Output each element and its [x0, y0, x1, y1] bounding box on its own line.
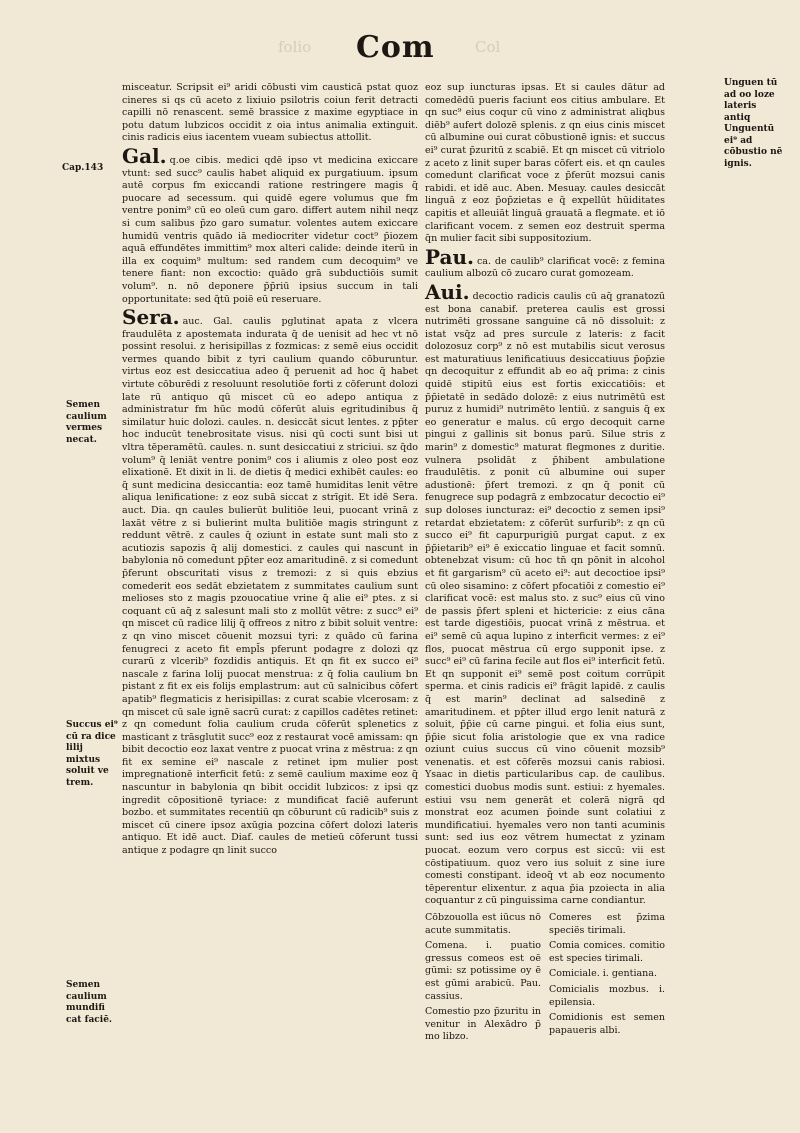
left-paragraph	[122, 143, 418, 306]
initial-pau: Pau.	[425, 244, 474, 269]
right-paragraph-text: ca. de caulib⁹ clarificat vocē: z femina caulium albozū cō zucaro curat gomozeam.	[425, 255, 665, 280]
running-head	[0, 30, 800, 70]
glossary-entry: Comestio pzo p̄zuritu in venitur in Alexādro p̄ mo libzo.	[425, 1006, 541, 1043]
initial-aui: Aui.	[425, 279, 470, 304]
right-paragraph: eoz sup iuncturas ipsas. Et si caules dātur ad comedēdū pueris faciunt eos citius ambulare. Et qn suc⁹ eius coqur cū vino z administrat aliqbus diēb⁹ aufert dolozē splenis. z qn eius cinis miscet cū albumine oui curat cōbustionē ignis: et succus ei⁹ curat p̄zuritū z scabiē. Et qn miscet cū vitriolo z aceto z linit super baras cōfert eis. et qn caules comedunt clarificat voce z p̄ferūt mozsui canis rabidi. et idē auc. Aben. Mesuay. caules desiccāt linguā z eoz p̄op̄zietas e q̄ expellūt hūiditates capitis et alleuiāt linguā grauatā a flegmate. et iō clarificant vocem. z semen eoz destruit sperma q̄n mulier facit sibi suppositozium.	[425, 82, 665, 245]
margin-note-succus: Succus ei⁹ cū ra dice lilij mixtus soluit ve trem.	[66, 720, 118, 788]
margin-note-semen-mundificat: Semen caulium mundifi cat faciē.	[66, 980, 113, 1025]
margin-note-unguen: Unguen tū ad oo loze lateris antiq Unguentū ei⁹ ad cōbustio nē ignis.	[724, 78, 783, 169]
glossary-entry: Comia comices. comitio est species tirimali.	[549, 940, 665, 964]
left-paragraph-text: q.oe cibis. medici qdē ipso vt medicina exiccare vtunt: sed succ⁹ caulis habet aliquid ex purgatiuum. ipsum autē corpus fm exiccandi ratione restringere magis q̄ puocare ad secessum. qui quidē egere volumus que fm ventre ponim⁹ cū eo oleū cum garo. differt autem nihil neqz si cum salibus p̄zo garo sumatur. volentes autem exiccare humidū ventris quādo iā mediocriter videtur coct⁹ p̄iozem aquā effundētes immittim⁹ mox alteri calide: deinde iterū in illa ex coquim⁹ multum: sed randem cum decoquim⁹ ve tenere fiant: non excoctio: quādo grā subductiōis sumit volum⁹. n. nō deponere p̄p̄riū ipsius succum in tali opportunitate: sed q̄tū poiē eū reseruare.	[122, 154, 418, 305]
glossary-entry: Comiciale. i. gentiana.	[549, 968, 657, 980]
left-column	[122, 82, 418, 862]
page-header-title: Com	[356, 30, 435, 65]
ghost-bleed-right: Col	[475, 38, 501, 56]
left-paragraph: misceatur. Scripsit ei⁹ aridi cōbusti vim causticā pstat quoz cineres si qs cū aceto z lixiuio psilotris coiun ferit detracti capilli nō renascent. semē brassice z maxime egyptiace in potu datum lubzicos occidit z oia intus animalia extinguit. cinis radicis eius iacentem vueam subiectus attollit.	[122, 82, 418, 144]
glossary-entry: Comicialis mozbus. i. epilensia.	[549, 983, 665, 1008]
right-paragraph	[425, 279, 665, 908]
left-paragraph	[122, 305, 418, 858]
glossary-entry: Comeres est p̄zima speciës tirimali.	[549, 912, 665, 936]
initial-sera: Sera.	[122, 305, 180, 330]
right-paragraph	[425, 244, 665, 281]
right-column	[425, 82, 665, 1047]
glossary-entry: Comidionis est semen papaueris albi.	[549, 1012, 665, 1036]
margin-note-cap: Cap.143	[62, 163, 104, 173]
ghost-bleed-left: folio	[278, 38, 312, 56]
glossary-entry: Cōbzouolla est iūcus nō acute summitatis.	[425, 912, 541, 936]
initial-gal: Gal.	[122, 143, 167, 168]
right-paragraph-text: decoctio radicis caulis cū aq̄ granatozū est bona canabif. preterea caulis est grossi nutrimēti grossane sanguine cā nō dissoluit: z istat vsq̄z ad pres surcule z lateris: z facit dolozosuz corp⁹ z nō est mutabilis sicut verosus est maturatiuus lenificatiuus desiccatiuus p̄op̄zie qn decoquitur z effundit ab eo aq̄ prima: z cinis quidē stipitū eius est fortis exiccatiōis: et p̄p̄ietatē in sedādo dolozē: z eius nutrimētū est puruz z humidi⁹ nutrimēto lentiū. z sanguis q̄ ex eo generatur e malus. cū ergo decoquit carne pingui z gallinis sit bonus parū. Silue stris z marin⁹ z domestic⁹ maturat flegmones z duritie. vulnera psolidāt z p̄hibent ambulatione fraudulētis. z ponit cū albumine oui super adustionē: p̄fert tremozi. z qn q̄ ponit cū fenugrece sup podagrā z embzocatur decoctio ei⁹ sup doloses iuncturaz: ei⁹ decoctio z semen ipsi⁹ retardat ebzietatem: z cōferūt surfurib⁹: z qn cū succo ei⁹ fit capurpurigiū purgat caput. z ex p̄p̄ietarib⁹ ei⁹ ē exiccatio linguae et facit somnū. obtenebzat visum: cū hoc tn̄ qn pōnit in alcohol et fit gargarism⁹ cū aceto ei⁹: aut decoctioe ipsi⁹ cū oleo sisamino: z cōfert pfocatiōi z comestio ei⁹ clarificat vocē: est malus sto. z suc⁹ eius cū vino de passis p̄fert spleni et hictericie: z eius cāna est tarde digestiōis, puocat vrinā z mēstrua. et ei⁹ semē cū aqua lupino z interficit vermes: z ei⁹ flos, puocat mēstrua cū ergo supponit ipse. z succ⁹ ei⁹ cū farina fecile aut flos ei⁹ interficit fetū. Et qn supponit ei⁹ semē post coitum corrūpit sperma. et cinis radicis ei⁹ frāgit lapidē. z caulis q̄ est marin⁹ declinat ad salsedinē z amaritudinem. et pp̄ter illud ergo lenit naturā z soluit, p̄p̄ie cū carne pingui. et folia eius sunt, p̄p̄ie sicut folia aristologie que ex vna radice oziunt cuius succus cū vino cōuenit mozsib⁹ venenatis. et est cōferēs mozsui canis rabiosi. Ysaac in dietis particularibus cap. de caulibus. comestici duobus modis sunt. estiui: z hyemales. estiui vsu nem generāt et colerā nigrā qd monstrat eoz acumen p̄oinde sunt colatiui z mundificatiui. hyemales vero non tanti acuminis sunt: sed ius eoz vētrem humectat z yzinam puocat. eozum vero corpus est siccū: vii est cōstipatiuum. quoz vero ius soluit z sine iure comesti constipant. ideoq̄ vt ab eoz nocumento tēperentur elixentur. z aqua p̄ia pzoiecta in alia coquantur z cū pinguissima carne condiantur.	[425, 290, 665, 907]
glossary-right	[549, 912, 665, 1047]
glossary-left	[425, 912, 541, 1047]
glossary-index	[425, 912, 665, 1047]
left-paragraph-text: auc. Gal. caulis pglutinat apata z vlcera fraudulēta z apostemata indurata q̄ de uenisit ad hec vt nō possint resolui. z herisipillas z fozmicas: z semē eius occidit vermes quando bibit z tyri caulium quando cōburuntur. virtus eoz est desiccatiua adeo q̄ peruenit ad hoc q̄ habet virtute cōburēdi z resoluunt resolutiōe forti z cōferunt dolozi late rū antiquo qū miscet cū eo adepo antiqua z administratur fm hūc modū cōferūt aluis egritudinibus q̄ similatur huic dolozi. caules. n. desiccāt sicut lentes. z pp̄ter hoc inducūt tenebrositate visus. nisi qū cocti sunt bisi ut vltra tēperamētū. caules. n. sunt desiccatiui z striciui. sz q̄do volum⁹ q̄ leniāt ventre ponim⁹ cos i aliumis z oleo post eoz elixationē. Et dixit in li. de dietis q̄ medici exhibēt caules: eo q̄ sunt medicina desiccantia: eoz tamē humiditas lenit vētre aliqua lenificatione: z eoz subā siccat z strīgit. Et idē Sera. auct. Dia. qn caules bulierūt bulitiōe leui, puocant vrinā z laxāt vētre z si bulierint multa bulitiōe magis stringunt z reddunt vētrē. z caules q̄ oziunt in estate sunt mali sto z acutiozis sapozis q̄ alij domestici. z caules qui nascunt in babylonia nō comedunt pp̄ter eoz amaritudinē. z si comedunt p̄ferunt obscuritati visus z tremozi: z si quis ebzius comederit eos sedāt ebzietatem z summitates caulium sunt melioses sto z magis pzouocatiue vrine q̄ alie ei⁹ ptes. z si coquant cū aq̄ z salesunt mali sto z mollūt vētre: z succ⁹ ei⁹ qn miscet cū radice lilij q̄ offreos z nitro z bibit soluit ventre: z qn vino miscet cōuenit mozsui tyri: z quādo cū farina fenugreci z aceto fit empl̄s pferunt podagre z dolozi qz curarū z vlcerib⁹ fozdidis antiquis. Et qn fit ex succo ei⁹ nascale z farina lolij puocat menstrua: z q̄ folia caulium bn pistant z fit ex eis folijs emplastrum: aut cū salnicibus cōfert apatib⁹ flegmaticis z herisipillas: z curat scabie vlcerosam: z qn miscet cū sale ignē sacrū curat: z capillos cadētes retinet: z qn comedunt folia caulium cruda cōferūt splenetics z masticant z trāsglutit succ⁹ eoz z restaurat vocē amissam: qn bibit decoctio eoz laxat ventre z puocat vrina z mēstrua: z qn fit ex semine ei⁹ nascale z retinet ipm mulier post impregnationē interficit fetū: z semē caulium maxime eoz q̄ nascuntur in babylonia qn bibit occidit lubzicos: z ipsi qz ingredit cōpositionē tyriace: z mundificat faciē auferunt bozbo. et summitates recentiū qn cōburunt cū radicib⁹ suis z miscet cū cinere ipsoz axūgia pozcina cōfert dolozi lateris antiquo. Et idē auct. Diaf. caules de metieū cōferunt tussi antique z podagre qn linit succo	[122, 316, 418, 857]
glossary-entry: Comena. i. puatio gressus comeos est oē gūmi: sz potissime oy ē est gūmi arabicū. Pau. cassius.	[425, 940, 541, 1002]
margin-note-semen-caulium: Semen caulium vermes necat.	[66, 400, 107, 445]
